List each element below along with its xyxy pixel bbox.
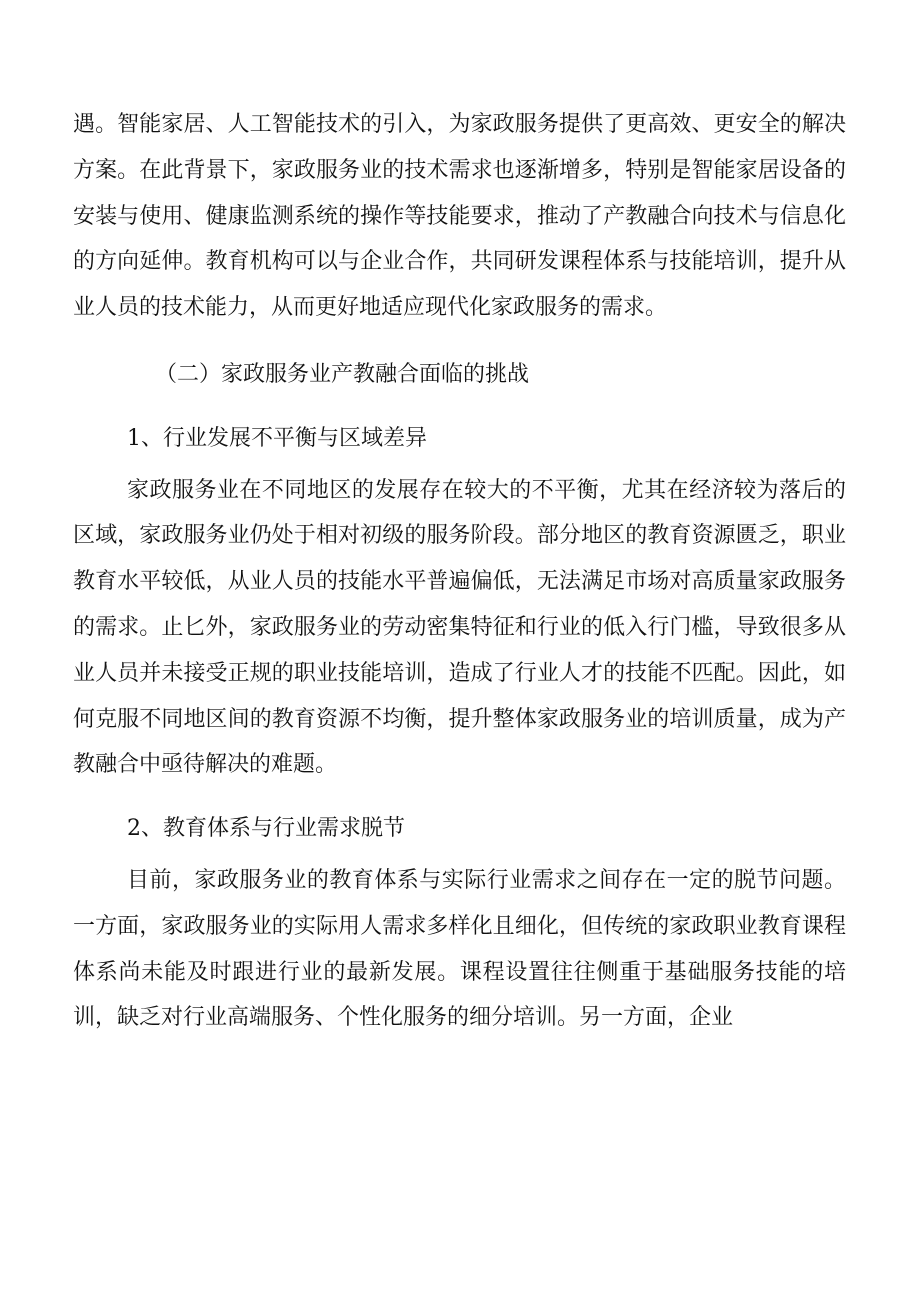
paragraph-regional-imbalance: 家政服务业在不同地区的发展存在较大的不平衡，尤其在经济较为落后的区域，家政服务业仍处于相对初级的服务阶段。部分地区的教育资源匮乏，职业教育水平较低，从业人员的技能水平普遍偏低，无法满足市场对高质量家政服务的需求。止匕外，家政服务业的劳动密集特征和行业的低入行门槛，导致很多从业人员并未接受正规的职业技能培训，造成了行业人才的技能不匹配。因此，如何克服不同地区间的教育资源不均衡，提升整体家政服务业的培训质量，成为产教融合中亟待解决的难题。 xyxy=(73,477,846,778)
section-heading: （二）家政服务业产教融合面临的挑战 xyxy=(155,361,530,387)
paragraph-education-gap: 目前，家政服务业的教育体系与实际行业需求之间存在一定的脱节问题。一方面，家政服务业的实际用人需求多样化且细化，但传统的家政职业教育课程体系尚未能及时跟进行业的最新发展。课程设置往往侧重于基础服务技能的培训，缺乏对行业高端服务、个性化服务的细分培训。另一方面，企业 xyxy=(73,867,846,1031)
subsection-heading-2: 2、教育体系与行业需求脱节 xyxy=(127,816,405,842)
paragraph-continuation: 遇。智能家居、人工智能技术的引入，为家政服务提供了更高效、更安全的解决方案。在此背景下，家政服务业的技术需求也逐渐增多，特别是智能家居设备的安装与使用、健康监测系统的操作等技能要求，推动了产教融合向技术与信息化的方向延伸。教育机构可以与企业合作，共同研发课程体系与技能培训，提升从业人员的技术能力，从而更好地适应现代化家政服务的需求。 xyxy=(73,112,846,321)
subsection-heading-1: 1、行业发展不平衡与区域差异 xyxy=(127,425,427,451)
document-body xyxy=(73,102,846,1041)
